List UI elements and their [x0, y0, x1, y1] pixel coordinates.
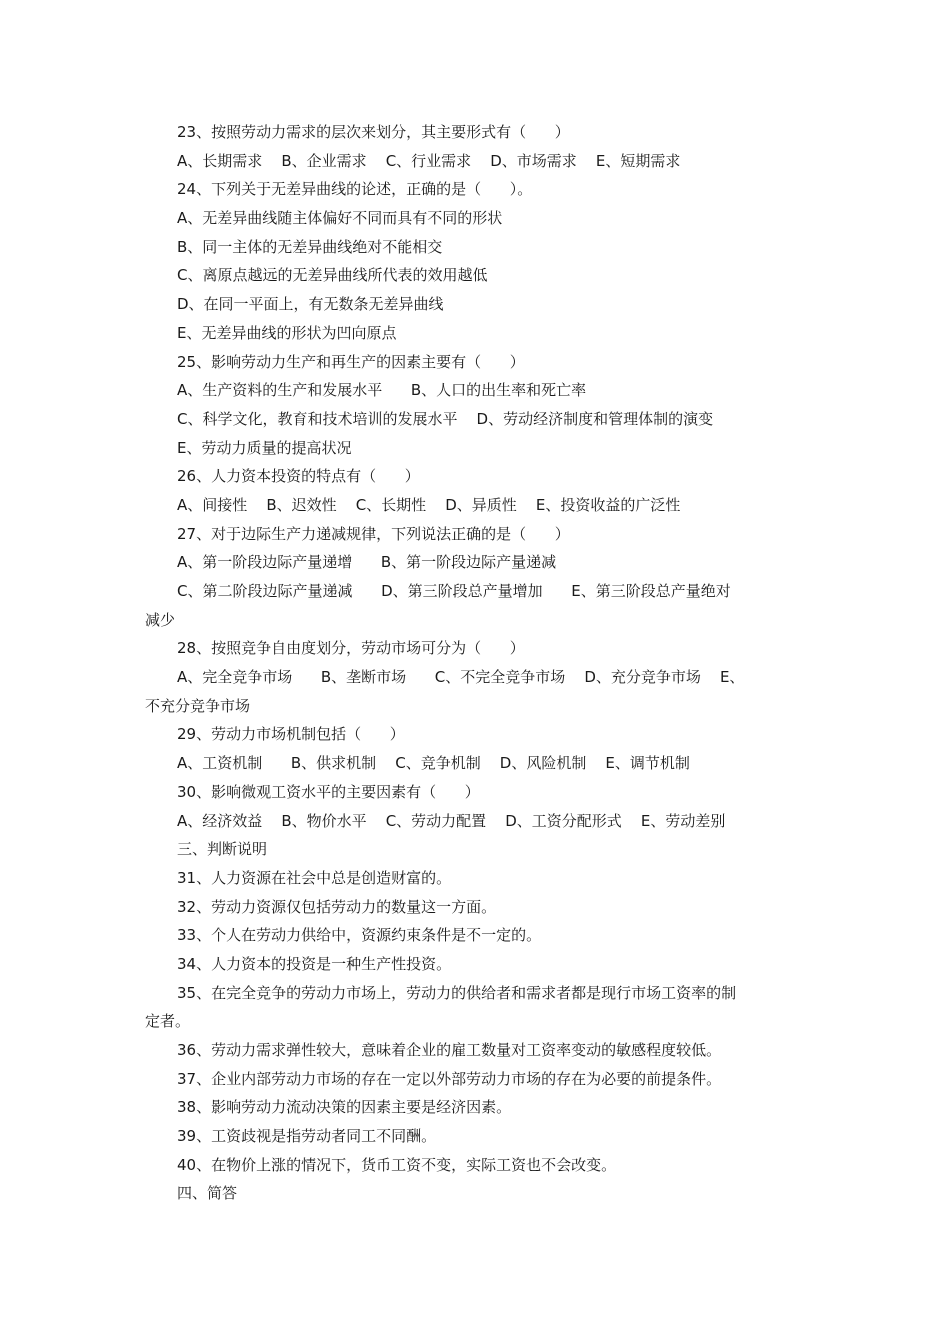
- text-line: 38、影响劳动力流动决策的因素主要是经济因素。: [177, 1098, 512, 1117]
- text-line: C、第二阶段边际产量递减 D、第三阶段总产量增加 E、第三阶段总产量绝对: [177, 582, 731, 600]
- text-line: 定者。: [145, 1012, 191, 1031]
- text-line: 23、按照劳动力需求的层次来划分，其主要形式有（ ）: [177, 123, 570, 141]
- text-line: 37、企业内部劳动力市场的存在一定以外部劳动力市场的存在为必要的前提条件。: [177, 1069, 722, 1088]
- text-line: C、科学文化，教育和技术培训的发展水平 D、劳动经济制度和管理体制的演变: [177, 409, 714, 428]
- text-line: 29、劳动力市场机制包括（ ）: [177, 725, 405, 744]
- text-line: 34、人力资本的投资是一种生产性投资。: [177, 954, 452, 973]
- text-line: D、在同一平面上，有无数条无差异曲线: [177, 295, 444, 314]
- text-line: A、间接性 B、迟效性 C、长期性 D、异质性 E、投资收益的广泛性: [177, 495, 681, 514]
- document-page: [145, 118, 807, 1208]
- text-line: 36、劳动力需求弹性较大，意味着企业的雇工数量对工资率变动的敏感程度较低。: [177, 1041, 722, 1059]
- text-line: A、完全竞争市场 B、垄断市场 C、不完全竞争市场 D、充分竞争市场 E、: [177, 668, 745, 687]
- text-line: A、工资机制 B、供求机制 C、竞争机制 D、风险机制 E、调节机制: [177, 754, 690, 773]
- text-line: 32、劳动力资源仅包括劳动力的数量这一方面。: [177, 897, 497, 916]
- text-line: 39、工资歧视是指劳动者同工不同酬。: [177, 1127, 437, 1146]
- text-line: A、无差异曲线随主体偏好不同而具有不同的形状: [177, 209, 503, 228]
- text-line: A、生产资料的生产和发展水平 B、人口的出生率和死亡率: [177, 381, 587, 400]
- text-line: E、无差异曲线的形状为凹向原点: [177, 323, 397, 342]
- text-line: 33、个人在劳动力供给中，资源约束条件是不一定的。: [177, 926, 542, 945]
- text-line: 三、判断说明: [177, 840, 268, 859]
- text-line: 24、下列关于无差异曲线的论述，正确的是（ ）。: [177, 180, 533, 199]
- text-line: 35、在完全竞争的劳动力市场上，劳动力的供给者和需求者都是现行市场工资率的制: [177, 983, 737, 1002]
- text-line: A、长期需求 B、企业需求 C、行业需求 D、市场需求 E、短期需求: [177, 151, 681, 170]
- text-line: A、第一阶段边际产量递增 B、第一阶段边际产量递减: [177, 553, 557, 572]
- text-line: 不充分竞争市场: [145, 696, 251, 715]
- text-line: 30、影响微观工资水平的主要因素有（ ）: [177, 782, 480, 801]
- text-line: 27、对于边际生产力递减规律，下列说法正确的是（ ）: [177, 524, 570, 543]
- text-line: 40、在物价上涨的情况下，货币工资不变，实际工资也不会改变。: [177, 1155, 617, 1174]
- text-line: 减少: [145, 610, 176, 629]
- text-line: C、离原点越远的无差异曲线所代表的效用越低: [177, 266, 488, 285]
- text-line: 25、影响劳动力生产和再生产的因素主要有（ ）: [177, 352, 525, 371]
- text-line: 26、人力资本投资的特点有（ ）: [177, 467, 420, 486]
- text-line: E、劳动力质量的提高状况: [177, 438, 352, 457]
- text-line: B、同一主体的无差异曲线绝对不能相交: [177, 237, 443, 256]
- text-line: 31、人力资源在社会中总是创造财富的。: [177, 868, 452, 887]
- text-line: A、经济效益 B、物价水平 C、劳动力配置 D、工资分配形式 E、劳动差别: [177, 811, 726, 830]
- text-line: 28、按照竞争自由度划分，劳动市场可分为（ ）: [177, 639, 525, 658]
- text-line: 四、简答: [177, 1184, 238, 1203]
